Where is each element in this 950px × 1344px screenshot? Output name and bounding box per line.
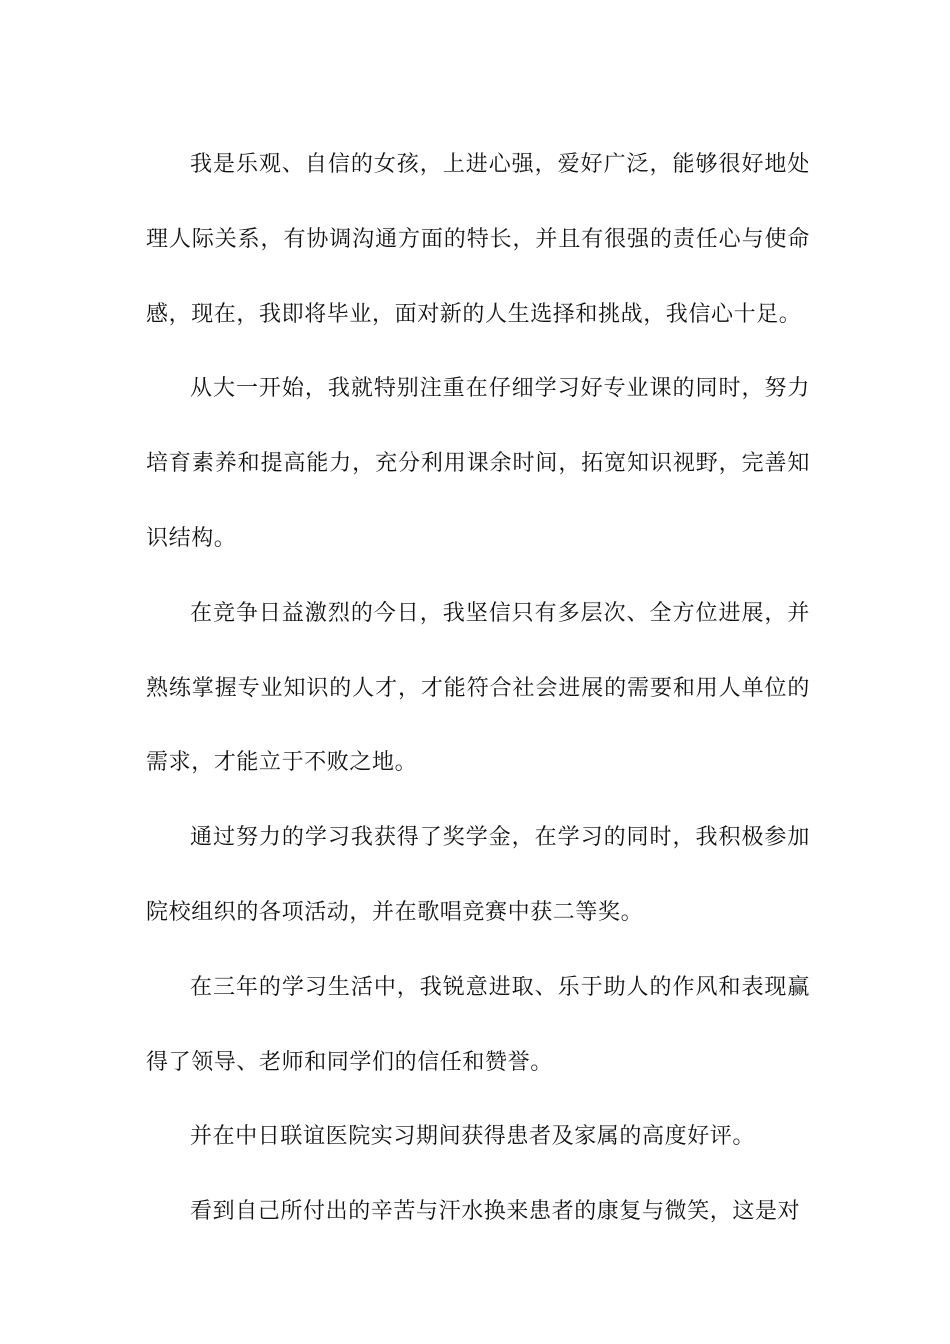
paragraph-1: 我是乐观、自信的女孩，上进心强，爱好广泛，能够很好地处理人际关系，有协调沟通方面的特长，并且有很强的责任心与使命感，现在，我即将毕业，面对新的人生选择和挑战，我信心十足。 xyxy=(146,152,810,327)
paragraph-4: 通过努力的学习我获得了奖学金，在学习的同时，我积极参加院校组织的各项活动，并在歌唱竞赛中获二等奖。 xyxy=(146,825,810,925)
paragraph-7: 看到自己所付出的辛苦与汗水换来患者的康复与微笑，这是对 xyxy=(190,1199,801,1225)
document-body xyxy=(146,128,810,1250)
paragraph-6: 并在中日联谊医院实习期间获得患者及家属的高度好评。 xyxy=(190,1124,756,1150)
paragraph-2: 从大一开始，我就特别注重在仔细学习好专业课的同时，努力培育素养和提高能力，充分利用课余时间，拓宽知识视野，完善知识结构。 xyxy=(146,376,810,551)
paragraph-5: 在三年的学习生活中，我锐意进取、乐于助人的作风和表现赢得了领导、老师和同学们的信任和赞誉。 xyxy=(146,974,810,1075)
paragraph-3: 在竞争日益激烈的今日，我坚信只有多层次、全方位进展，并熟练掌握专业知识的人才，才能符合社会进展的需要和用人单位的需求，才能立于不败之地。 xyxy=(146,600,810,776)
